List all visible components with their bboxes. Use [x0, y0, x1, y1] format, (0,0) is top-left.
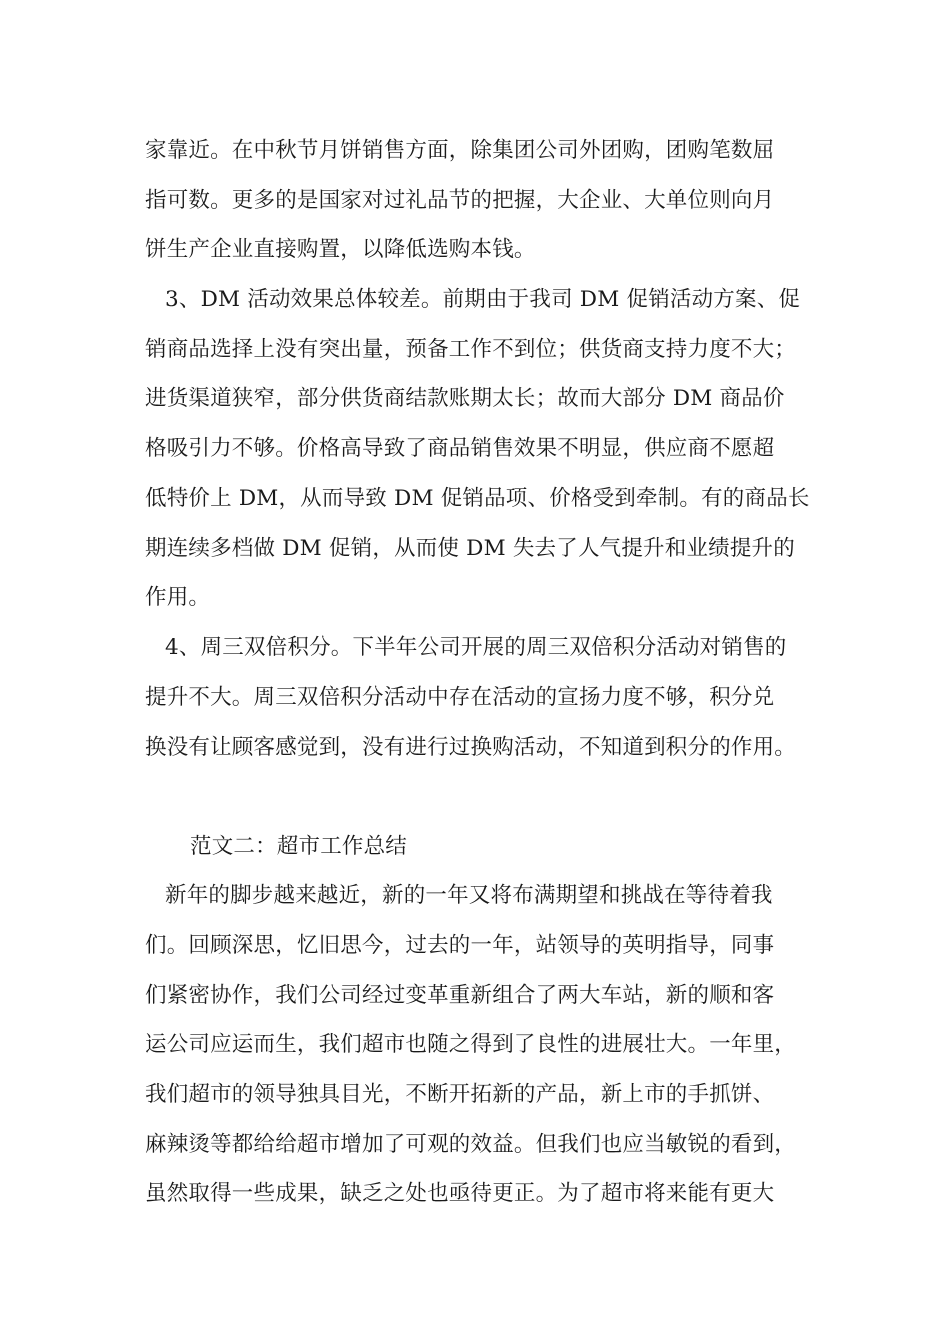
body-line: 运公司应运而生，我们超市也随之得到了良性的进展壮大。一年里，	[145, 1032, 797, 1057]
body-line: 麻辣烫等都给给超市增加了可观的效益。但我们也应当敏锐的看到，	[145, 1132, 797, 1157]
body-line: 期连续多档做 DM 促销，从而使 DM 失去了人气提升和业绩提升的	[145, 536, 795, 561]
body-line: 虽然取得一些成果，缺乏之处也亟待更正。为了超市将来能有更大	[145, 1181, 775, 1206]
body-line: 们紧密协作，我们公司经过变革重新组合了两大车站，新的顺和客	[145, 983, 775, 1008]
body-line: 家靠近。在中秋节月饼销售方面，除集团公司外团购，团购笔数屈	[145, 138, 775, 163]
body-line: 我们超市的领导独具目光，不断开拓新的产品，新上市的手抓饼、	[145, 1082, 775, 1107]
body-line: 饼生产企业直接购置，以降低选购本钱。	[145, 237, 536, 262]
body-line: 低特价上 DM，从而导致 DM 促销品项、价格受到牵制。有的商品长	[145, 486, 810, 511]
body-line: 提升不大。周三双倍积分活动中存在活动的宣扬力度不够，积分兑	[145, 685, 775, 710]
body-line: 格吸引力不够。价格高导致了商品销售效果不明显，供应商不愿超	[145, 436, 775, 461]
body-line: 3、DM 活动效果总体较差。前期由于我司 DM 促销活动方案、促	[165, 287, 801, 312]
body-line: 4、周三双倍积分。下半年公司开展的周三双倍积分活动对销售的	[165, 635, 787, 660]
body-line: 指可数。更多的是国家对过礼品节的把握，大企业、大单位则向月	[145, 188, 775, 213]
body-line: 新年的脚步越来越近，新的一年又将布满期望和挑战在等待着我	[165, 883, 773, 908]
section-heading: 范文二：超市工作总结	[190, 834, 408, 859]
body-line: 作用。	[145, 585, 211, 610]
body-line: 换没有让顾客感觉到，没有进行过换购活动，不知道到积分的作用。	[145, 735, 797, 760]
body-line: 进货渠道狭窄，部分供货商结款账期太长；故而大部分 DM 商品价	[145, 386, 785, 411]
body-line: 销商品选择上没有突出量，预备工作不到位；供货商支持力度不大；	[145, 337, 797, 362]
body-line: 们。回顾深思，忆旧思今，过去的一年，站领导的英明指导，同事	[145, 933, 775, 958]
